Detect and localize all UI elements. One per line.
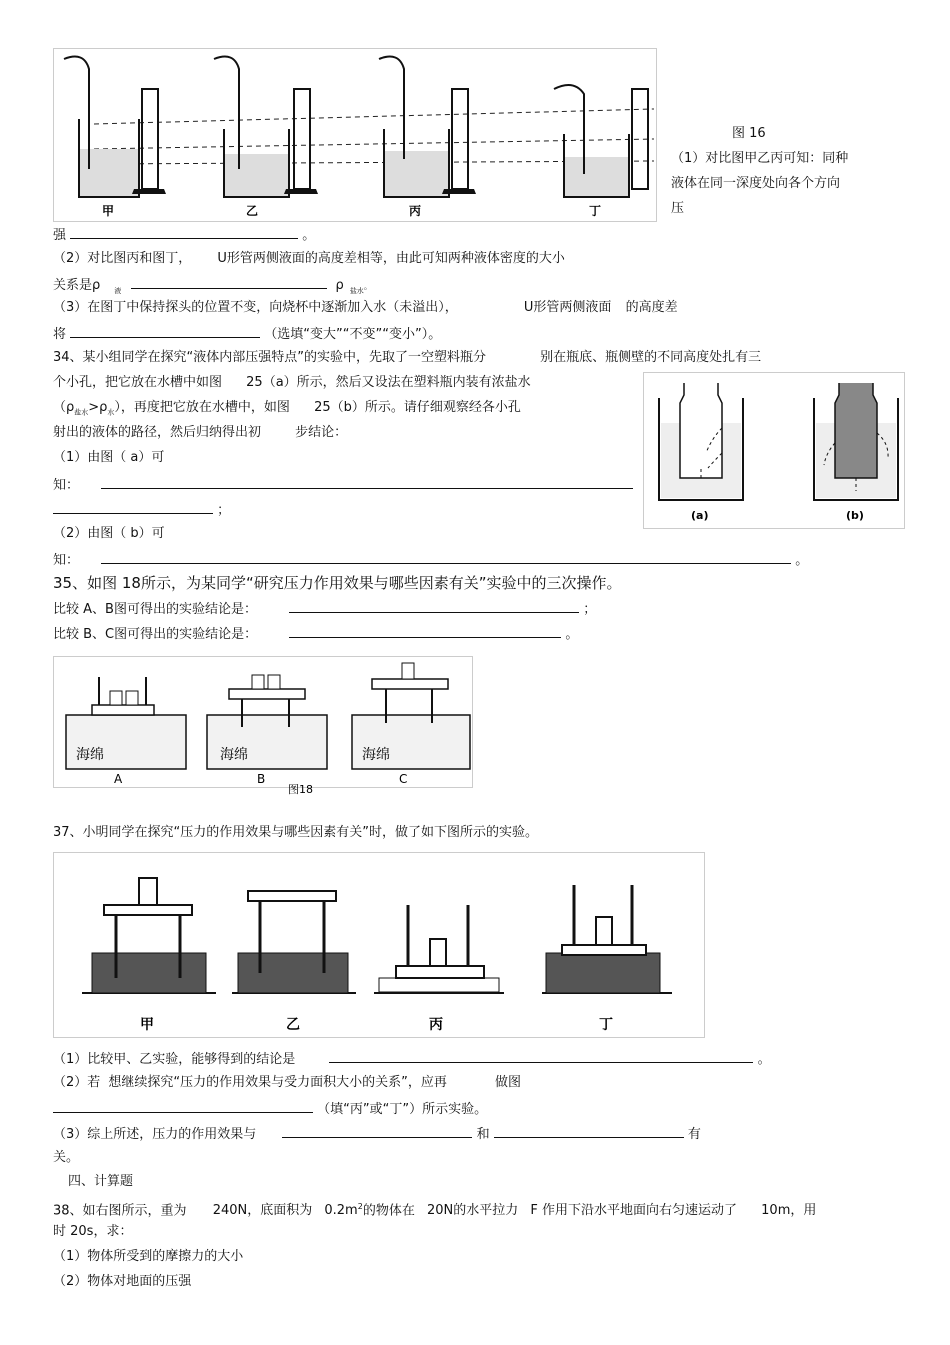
fig18-label-b: B xyxy=(257,772,266,786)
q37-p2-b: 想继续探究“压力的作用效果与受力面积大小的关系”，应再 xyxy=(108,1075,447,1090)
q34-l2a: 个小孔，把它放在水槽中如图 xyxy=(53,375,223,390)
q35-blank-2[interactable] xyxy=(289,625,561,638)
sponge-label-a: 海绵 xyxy=(76,747,104,763)
q34-a-answer-line xyxy=(53,476,633,494)
q33-p1-line-d: 强 xyxy=(53,228,67,243)
fig16-label-jia: 甲 xyxy=(102,204,115,218)
q37-p1-line xyxy=(53,1050,771,1068)
fig16-label-ding: 丁 xyxy=(589,204,602,218)
q33-p1-end: 。 xyxy=(302,228,316,243)
setup-jia xyxy=(82,878,216,993)
q38-line-4: （2）物体对地面的压强 xyxy=(53,1274,192,1289)
fig16-title: 图 16 xyxy=(732,126,766,141)
q34-l1b: 别在瓶底、瓶侧壁的不同高度处扎有三 xyxy=(540,350,762,365)
q34-l4a: 射出的液体的路径，然后归纳得出初 xyxy=(53,425,262,440)
q34-l3a: （ρ xyxy=(53,400,75,415)
figure-16-drawing xyxy=(54,49,656,221)
figure-37-drawing xyxy=(54,853,704,1037)
q34-l2b: 25（a）所示，然后又设法在塑料瓶内装有浓盐水 xyxy=(246,375,531,390)
q38-line-3: （1）物体所受到的摩擦力的大小 xyxy=(53,1249,244,1264)
q34-l3b-sub: 水 xyxy=(107,408,115,417)
fig25-label-b: (b) xyxy=(846,509,864,522)
q37-p2-blank[interactable] xyxy=(53,1100,313,1113)
beaker-ding xyxy=(554,85,648,197)
q33-p2-line xyxy=(53,251,565,267)
q35-title: 35、如图 18所示，为某同学“研究压力作用效果与哪些因素有关”实验中的三次操作。 xyxy=(53,574,622,592)
fig25-label-a: (a) xyxy=(691,509,709,522)
q35-blank-1[interactable] xyxy=(289,600,579,613)
setup-yi xyxy=(232,891,356,993)
q37-p3-blank-2[interactable] xyxy=(494,1125,684,1138)
setup-ding xyxy=(542,885,672,993)
setup-bing xyxy=(374,905,504,993)
q34-a-blank-1[interactable] xyxy=(101,476,633,489)
q37-p3-c: 有 xyxy=(687,1127,701,1142)
q33-p3-line xyxy=(53,300,678,316)
q35-l1-end: ； xyxy=(583,602,597,617)
q33-p3-e: （选填“变大”“不变”“变小”）。 xyxy=(264,327,442,342)
q33-p2-c: 关系是ρ xyxy=(53,278,101,293)
q37-p2-line xyxy=(53,1075,521,1091)
tank-a xyxy=(659,383,743,500)
q34-a-answer-line-2 xyxy=(53,501,230,519)
q37-p2-c: 做图 xyxy=(495,1075,522,1090)
q34-l3a-sub: 盐水 xyxy=(74,408,89,417)
figure-18 xyxy=(53,656,473,796)
q33-p1-answer-line xyxy=(53,226,315,244)
q37-p2-a: （2）若 xyxy=(53,1075,101,1090)
q34-l3d: 25（b）所示。请仔细观察经各小孔 xyxy=(314,400,521,415)
q33-p1-line-c: 压 xyxy=(671,201,685,216)
q34-line-2 xyxy=(53,375,531,391)
q38-l1-b: 240N，底面积为 xyxy=(212,1203,313,1219)
q38-line-1 xyxy=(53,1199,816,1219)
q37-p1-blank[interactable] xyxy=(329,1050,753,1063)
q33-p3-b: U形管两侧液面 xyxy=(523,300,612,315)
q37-p3-a: （3）综上所述，压力的作用效果与 xyxy=(53,1127,257,1142)
q38-l1-g: 10m，用 xyxy=(761,1203,817,1219)
q34-line-3 xyxy=(53,400,521,421)
beaker-yi xyxy=(214,57,318,197)
q34-b-answer-line xyxy=(53,551,808,569)
q33-p2-b: U形管两侧液面的高度差相等，由此可知两种液体密度的大小 xyxy=(217,251,565,266)
q33-p1-line-b: 液体在同一深度处向各个方向 xyxy=(671,176,841,191)
fig37-label-bing: 丙 xyxy=(429,1017,443,1033)
q34-b2: 知： xyxy=(53,553,80,568)
q33-p2-relation-line xyxy=(53,276,372,299)
sponge-label-b: 海绵 xyxy=(220,747,248,763)
q37-p1: （1）比较甲、乙实验，能够得到的结论是 xyxy=(53,1052,296,1067)
fig37-label-ding: 丁 xyxy=(599,1017,613,1033)
fig37-label-yi: 乙 xyxy=(286,1017,300,1033)
sponge-label-c: 海绵 xyxy=(362,747,390,763)
q37-p3-blank-1[interactable] xyxy=(282,1125,472,1138)
q33-p1-blank[interactable] xyxy=(70,226,298,239)
fig16-label-bing: 丙 xyxy=(409,204,422,218)
q38-l1-d: 的物体在 xyxy=(362,1203,415,1219)
q35-l2-end: 。 xyxy=(565,627,579,642)
q38-l1-e: 20N的水平拉力 xyxy=(426,1203,519,1219)
q33-p1-line-a: （1）对比图甲乙丙可知：同种 xyxy=(671,151,849,166)
figure-25 xyxy=(643,372,905,529)
q37-p3-b: 和 xyxy=(476,1127,490,1142)
q33-p2-d: ρ xyxy=(335,278,344,293)
q34-l3c: ），再度把它放在水槽中，如图 xyxy=(114,400,290,415)
figure-37 xyxy=(53,852,705,1038)
q35-l2: 比较 B、C图可得出的实验结论是： xyxy=(53,627,258,642)
q34-line-4 xyxy=(53,425,347,441)
section-4-title: 四、计算题 xyxy=(68,1174,134,1189)
q33-p2-d-sub: 盐水 xyxy=(349,286,364,295)
q33-p2-blank[interactable] xyxy=(131,276,327,289)
q33-p3-a: （3）在图丁中保持探头的位置不变，向烧杯中逐渐加入水（未溢出）， xyxy=(53,300,458,315)
q34-line-1 xyxy=(53,350,761,366)
q34-a1: （1）由图（ a）可 xyxy=(53,450,165,465)
q38-l1-c: 0.2m xyxy=(324,1203,358,1219)
q34-l4b: 步结论： xyxy=(295,425,348,440)
q35-line-2 xyxy=(53,625,578,643)
figure-16 xyxy=(53,48,657,222)
tank-b xyxy=(814,383,898,500)
q37-title: 37、小明同学在探究“压力的作用效果与哪些因素有关”时，做了如下图所示的实验。 xyxy=(53,825,539,840)
figure-18-drawing xyxy=(54,657,472,796)
q38-l1-f: F 作用下沿水平地面向右匀速运动了 xyxy=(530,1203,738,1219)
beaker-bing xyxy=(379,57,476,197)
q33-p2-end: 。 xyxy=(363,282,372,291)
q33-p2-c-sub: 液 xyxy=(114,286,122,295)
q37-p2-d: （填“丙”或“丁”）所示实验。 xyxy=(317,1102,488,1117)
q35-line-1 xyxy=(53,600,596,618)
q33-p3-blank[interactable] xyxy=(70,325,260,338)
q38-l1-sup: 2 xyxy=(357,1202,363,1211)
q37-p3-line xyxy=(53,1125,701,1143)
q34-l1a: 34、某小组同学在探究“液体内部压强特点”的实验中，先取了一空塑料瓶分 xyxy=(53,350,487,365)
q34-b1: （2）由图（ b）可 xyxy=(53,526,165,541)
q37-p2-answer-line xyxy=(53,1100,487,1118)
figure-25-drawing xyxy=(644,373,904,528)
q34-l3b: >ρ xyxy=(88,400,108,415)
fig37-label-jia: 甲 xyxy=(140,1017,154,1033)
q34-a3: ； xyxy=(217,503,231,518)
fig16-label-yi: 乙 xyxy=(246,204,259,218)
q34-b3: 。 xyxy=(795,553,809,568)
q38-l1-a: 38、如右图所示，重为 xyxy=(53,1203,187,1219)
q33-p3-d: 将 xyxy=(53,327,67,342)
q33-p2-a: （2）对比图丙和图丁， xyxy=(53,251,192,266)
beaker-jia xyxy=(64,57,166,197)
q34-b-blank[interactable] xyxy=(101,551,791,564)
q34-a2: 知： xyxy=(53,478,80,493)
q37-p1-end: 。 xyxy=(757,1052,771,1067)
q33-p3-answer-line xyxy=(53,325,441,343)
fig18-caption: 图18 xyxy=(288,783,313,796)
fig18-label-c: C xyxy=(399,772,408,786)
q33-p3-c: 的高度差 xyxy=(625,300,678,315)
q35-l1: 比较 A、B图可得出的实验结论是： xyxy=(53,602,257,617)
fig18-label-a: A xyxy=(114,772,123,786)
q34-a-blank-2[interactable] xyxy=(53,501,213,514)
q37-p3-d: 关。 xyxy=(53,1150,80,1165)
q38-line-2: 时 20s，求： xyxy=(53,1224,133,1239)
